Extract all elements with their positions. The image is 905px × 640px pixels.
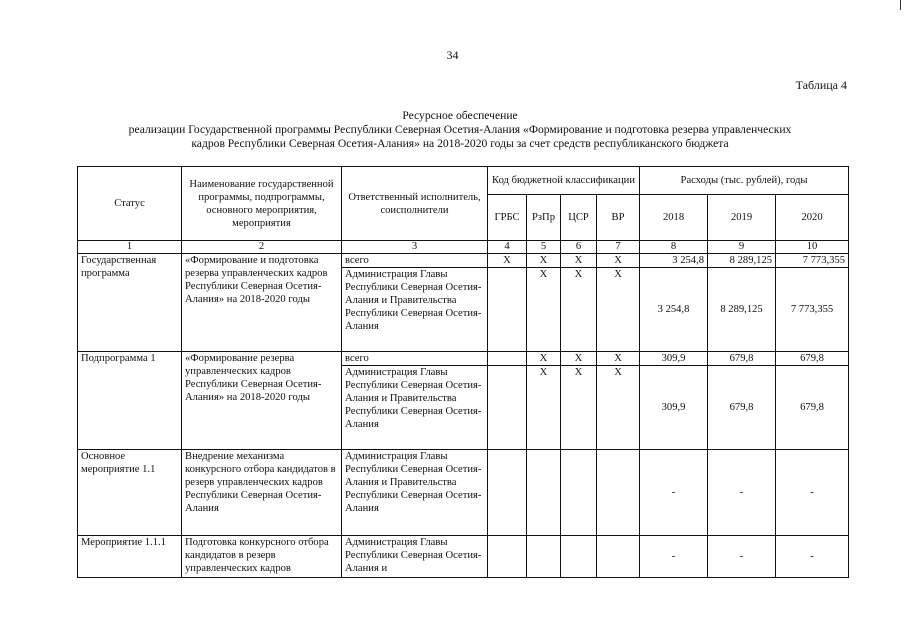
header-vr: ВР — [597, 195, 640, 241]
cell-rzpr — [527, 450, 561, 536]
cell-2020: - — [776, 536, 849, 578]
row-status: Мероприятие 1.1.1 — [78, 536, 182, 578]
resource-table — [77, 166, 849, 578]
cell-2019: - — [708, 450, 776, 536]
table-row — [78, 254, 849, 268]
cell-2019: 679,8 — [708, 366, 776, 450]
cell-2018: 309,9 — [640, 366, 708, 450]
page-number: 34 — [446, 48, 459, 62]
column-number: 7 — [597, 241, 640, 254]
column-number: 10 — [776, 241, 849, 254]
table-row — [78, 352, 849, 366]
row-status: Государственная программа — [78, 254, 182, 352]
header-rzpr: РзПр — [527, 195, 561, 241]
header-budget-code: Код бюджетной классификации — [488, 167, 640, 195]
cell-rzpr — [527, 536, 561, 578]
column-number-row — [78, 241, 849, 254]
cell-rzpr: X — [527, 352, 561, 366]
cell-2020: 7 773,355 — [776, 254, 849, 268]
header-status: Статус — [78, 167, 182, 241]
title-line-1: Ресурсное обеспечение — [402, 109, 518, 122]
cell-2019: 8 289,125 — [708, 268, 776, 352]
cell-2018: - — [640, 536, 708, 578]
cell-vr: X — [597, 254, 640, 268]
title-line-3: кадров Республики Северная Осетия-Алания» на 2018-2020 годы за счет средств республиканского бюджета — [191, 137, 729, 150]
cell-vr — [597, 536, 640, 578]
column-number: 9 — [708, 241, 776, 254]
column-number: 1 — [78, 241, 182, 254]
cell-2019: 679,8 — [708, 352, 776, 366]
column-number: 3 — [342, 241, 488, 254]
cell-grbs — [488, 450, 527, 536]
header-2020: 2020 — [776, 195, 849, 241]
table-row — [78, 536, 849, 578]
header-responsible: Ответственный исполнитель, соисполнители — [342, 167, 488, 241]
cell-grbs — [488, 352, 527, 366]
row-name: Внедрение механизма конкурсного отбора кандидатов в резерв управленческих кадров Республики Северная Осетия-Алания — [182, 450, 342, 536]
row-executor: Администрация Главы Республики Северная Осетия-Алания и Правительства Республики Северная Осетия-Алания — [342, 268, 488, 352]
cell-vr: X — [597, 366, 640, 450]
cell-csr: X — [561, 352, 597, 366]
cell-rzpr: X — [527, 254, 561, 268]
header-2018: 2018 — [640, 195, 708, 241]
cell-2020: 679,8 — [776, 352, 849, 366]
cell-grbs: X — [488, 254, 527, 268]
edge-mark — [900, 0, 901, 10]
cell-csr: X — [561, 268, 597, 352]
cell-grbs — [488, 268, 527, 352]
row-name: «Формирование и подготовка резерва управленческих кадров Республики Северная Осетия-Алания» на 2018-2020 годы — [182, 254, 342, 352]
row-executor: Администрация Главы Республики Северная Осетия-Алания и Правительства Республики Северная Осетия-Алания — [342, 366, 488, 450]
column-number: 8 — [640, 241, 708, 254]
row-total-label: всего — [342, 254, 488, 268]
cell-2019: 8 289,125 — [708, 254, 776, 268]
title-line-2: реализации Государственной программы Республики Северная Осетия-Алания «Формирование и подготовка резерва управленческих — [128, 123, 792, 136]
column-number: 4 — [488, 241, 527, 254]
cell-2018: 3 254,8 — [640, 268, 708, 352]
header-2019: 2019 — [708, 195, 776, 241]
header-grbs: ГРБС — [488, 195, 527, 241]
row-name: Подготовка конкурсного отбора кандидатов в резерв управленческих кадров — [182, 536, 342, 578]
cell-vr: X — [597, 268, 640, 352]
cell-grbs — [488, 366, 527, 450]
row-name: «Формирование резерва управленческих кадров Республики Северная Осетия-Алания» на 2018-2020 годы — [182, 352, 342, 450]
table-label: Таблица 4 — [795, 78, 847, 92]
row-status: Основное мероприятие 1.1 — [78, 450, 182, 536]
row-total-label: всего — [342, 352, 488, 366]
cell-vr — [597, 450, 640, 536]
cell-csr — [561, 450, 597, 536]
cell-2018: 309,9 — [640, 352, 708, 366]
cell-2018: - — [640, 450, 708, 536]
cell-rzpr: X — [527, 268, 561, 352]
cell-2018: 3 254,8 — [640, 254, 708, 268]
table-row — [78, 450, 849, 536]
row-executor: Администрация Главы Республики Северная Осетия-Алания и — [342, 536, 488, 578]
document-title — [60, 109, 860, 151]
column-number: 2 — [182, 241, 342, 254]
cell-grbs — [488, 536, 527, 578]
cell-2020: - — [776, 450, 849, 536]
cell-vr: X — [597, 352, 640, 366]
header-expenses: Расходы (тыс. рублей), годы — [640, 167, 849, 195]
header-csr: ЦСР — [561, 195, 597, 241]
cell-2019: - — [708, 536, 776, 578]
cell-csr: X — [561, 366, 597, 450]
row-status: Подпрограмма 1 — [78, 352, 182, 450]
cell-csr: X — [561, 254, 597, 268]
cell-rzpr: X — [527, 366, 561, 450]
header-name: Наименование государственной программы, подпрограммы, основного мероприятия, мероприятия — [182, 167, 342, 241]
row-executor: Администрация Главы Республики Северная Осетия-Алания и Правительства Республики Северная Осетия-Алания — [342, 450, 488, 536]
cell-2020: 679,8 — [776, 366, 849, 450]
cell-2020: 7 773,355 — [776, 268, 849, 352]
column-number: 6 — [561, 241, 597, 254]
cell-csr — [561, 536, 597, 578]
column-number: 5 — [527, 241, 561, 254]
